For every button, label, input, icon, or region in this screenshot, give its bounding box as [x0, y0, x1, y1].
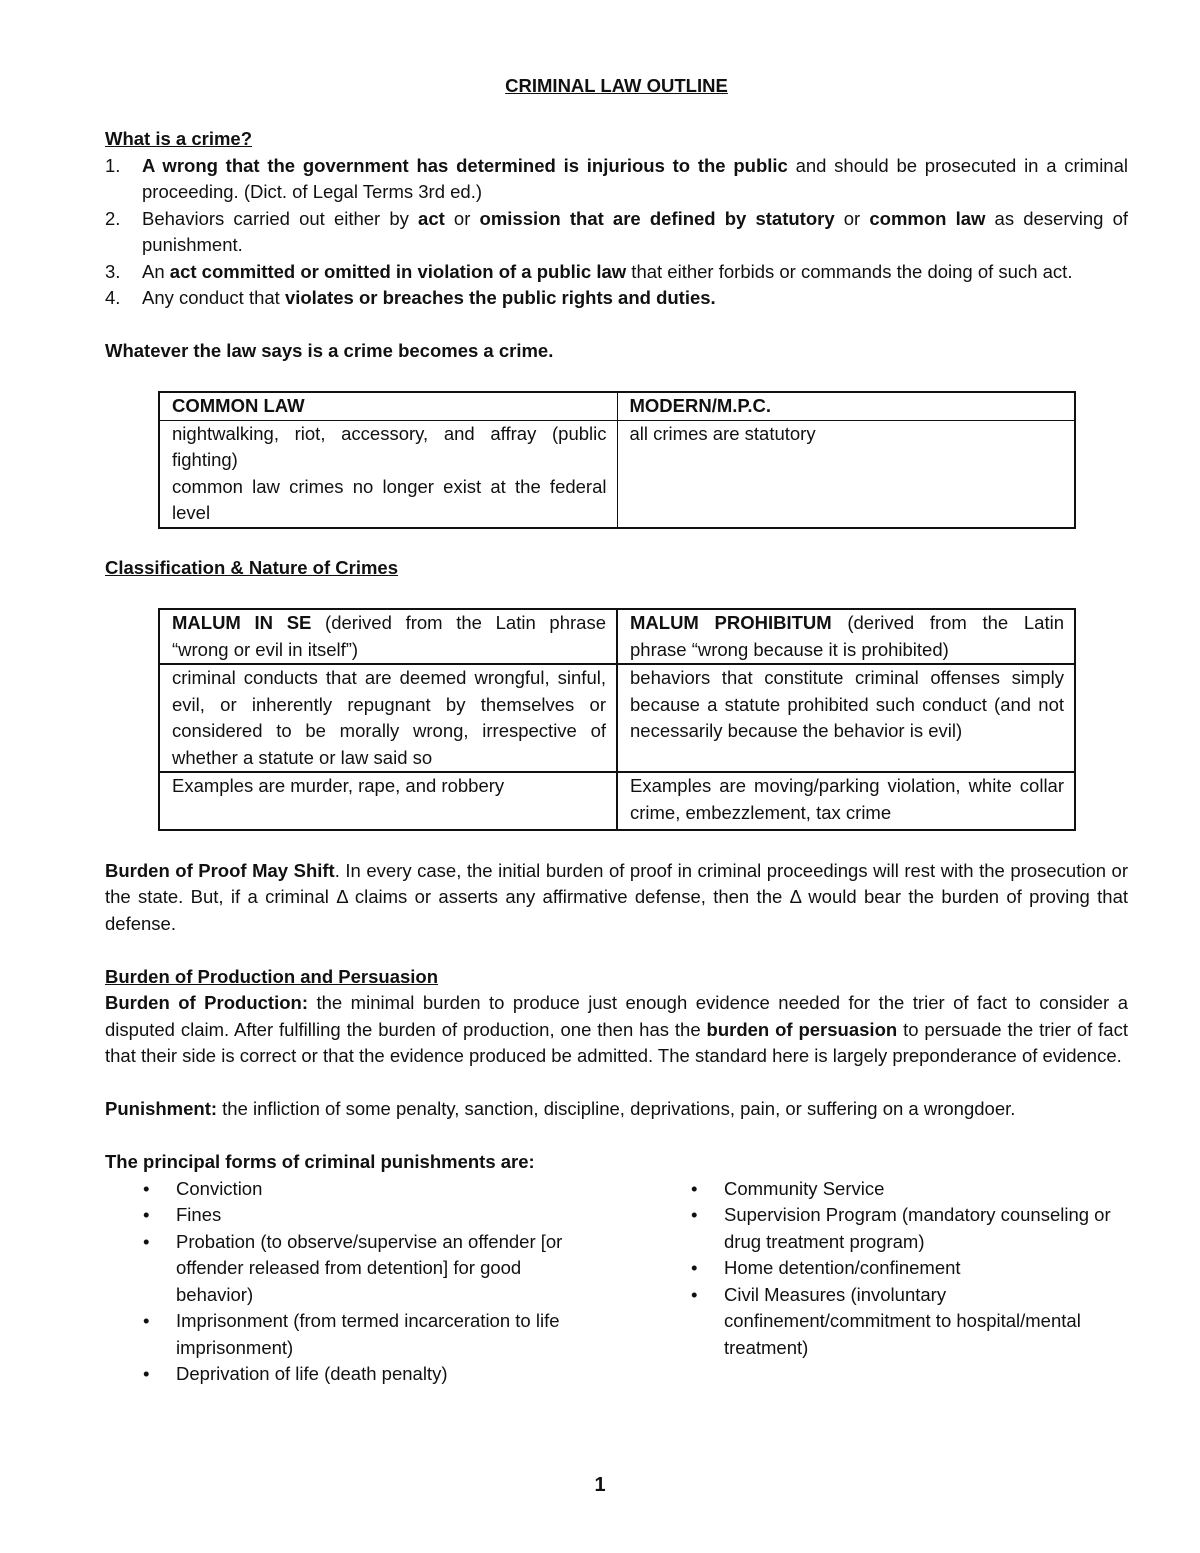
table-cell [159, 420, 617, 528]
production-heading: Burden of Production and Persuasion [105, 965, 439, 987]
list-item-text: Probation (to observe/supervise an offender [or offender released from detention] for good behavior) [176, 1230, 563, 1305]
table-header-malum-in-se [159, 609, 617, 664]
malum-in-se-label: MALUM IN SE [172, 612, 312, 633]
definition-text: Any conduct that [142, 287, 285, 308]
table-header-malum-prohibitum [617, 609, 1075, 664]
definition-text: or [444, 207, 480, 229]
definition-text: act committed or omitted in violation of a public law [169, 260, 627, 282]
definition-text: and should be prosecuted in a criminal proceeding. (Dict. of Legal Terms 3rd ed.) [142, 154, 1128, 202]
malum-prohibitum-desc: (derived from the Latin phrase “wrong because it is prohibited) [630, 612, 1064, 660]
malum-table [158, 608, 1076, 831]
page-number: 1 [594, 1474, 606, 1496]
production-paragraph [105, 990, 1128, 1070]
common-law-crimes: nightwalking, riot, accessory, and affray (public fighting) [172, 422, 607, 470]
definition-text: or [834, 207, 870, 229]
list-item [105, 1361, 653, 1388]
bullet-icon: • [143, 1310, 150, 1331]
table-cell: behaviors that constitute criminal offenses simply because a statute prohibited such conduct (and not necessarily because the behavior is evil) [617, 664, 1075, 772]
burden-shift-lead: Burden of Proof May Shift [105, 859, 335, 881]
table-cell: Examples are moving/parking violation, white collar crime, embezzlement, tax crime [617, 772, 1075, 830]
item-number: 4. [105, 287, 121, 308]
definition-text: An [142, 260, 170, 282]
table-header-modern-mpc: MODERN/M.P.C. [617, 392, 1075, 420]
definition-text: omission that are defined by statutory [479, 207, 835, 229]
table-cell: Examples are murder, rape, and robbery [159, 772, 617, 830]
list-item-text: Civil Measures (involuntary confinement/commitment to hospital/mental treatment) [724, 1283, 1081, 1358]
bullet-icon: • [691, 1257, 698, 1278]
definition-text: as deserving of punishment. [142, 207, 1128, 255]
list-item-text: Deprivation of life (death penalty) [176, 1363, 448, 1384]
list-item-text: Community Service [724, 1177, 885, 1199]
table-cell: criminal conducts that are deemed wrongful, sinful, evil, or inherently repugnant by themselves or considered to be morally wrong, irrespective of whether a statute or law said so [159, 664, 617, 772]
common-law-federal-note: common law crimes no longer exist at the federal level [172, 475, 607, 523]
document-page [105, 73, 1128, 1388]
common-law-vs-mpc-table [158, 391, 1076, 529]
burden-shift-paragraph [105, 858, 1128, 938]
document-title: CRIMINAL LAW OUTLINE [505, 75, 728, 96]
list-item [105, 1308, 653, 1361]
list-item [653, 1202, 1123, 1255]
list-item [653, 1282, 1123, 1362]
forms-heading: The principal forms of criminal punishments are: [105, 1151, 535, 1172]
whatever-statement: Whatever the law says is a crime becomes a crime. [105, 340, 554, 361]
item-number: 2. [105, 207, 121, 229]
item-number: 1. [105, 154, 121, 176]
punishment-paragraph [105, 1096, 1128, 1123]
production-lead: Burden of Production: [105, 992, 308, 1013]
punishment-forms-columns [105, 1176, 1128, 1388]
definition-item [105, 153, 1128, 206]
definition-text: Behaviors carried out either by [142, 207, 419, 229]
bullet-icon: • [143, 1204, 150, 1225]
malum-in-se-desc: (derived from the Latin phrase “wrong or evil in itself”) [172, 612, 606, 660]
production-text: to persuade the trier of fact that their side is correct or that the evidence produced be admitted. The standard here is largely preponderance of evidence. [105, 1018, 1128, 1066]
definition-text: A wrong that the government has determined is injurious to the public [142, 154, 788, 176]
malum-prohibitum-label: MALUM PROHIBITUM [630, 612, 832, 633]
list-item [653, 1176, 1123, 1203]
table-cell: all crimes are statutory [617, 420, 1075, 528]
bullet-icon: • [691, 1177, 698, 1199]
bullet-icon: • [691, 1283, 698, 1305]
definition-text: common law [869, 207, 986, 229]
crime-definitions-list [105, 153, 1128, 312]
list-item [105, 1176, 653, 1203]
list-item-text: Fines [176, 1204, 222, 1225]
list-item-text: Home detention/confinement [724, 1257, 961, 1278]
definition-text: act [418, 207, 445, 229]
punishment-forms-left [105, 1176, 653, 1388]
list-item [105, 1202, 653, 1229]
list-item-text: Conviction [176, 1177, 263, 1199]
list-item [653, 1255, 1123, 1282]
definition-text: that either forbids or commands the doing of such act. [626, 260, 1073, 282]
bullet-icon: • [143, 1363, 150, 1384]
table-header-common-law: COMMON LAW [159, 392, 617, 420]
burden-shift-text: . In every case, the initial burden of proof in criminal proceedings will rest with the prosecution or the state. But, if a criminal Δ claims or asserts any affirmative defense, then the Δ would bear the burden of proving that defense. [105, 859, 1129, 934]
list-item-text: Imprisonment (from termed incarceration to life imprisonment) [176, 1310, 560, 1358]
persuasion-term: burden of persuasion [706, 1018, 898, 1040]
production-text: the minimal burden to produce just enough evidence needed for the trier of fact to consider a disputed claim. After fulfilling the burden of production, one then has the [105, 992, 1128, 1040]
definition-text: violates or breaches the public rights and duties. [284, 287, 716, 308]
list-item-text: Supervision Program (mandatory counseling or drug treatment program) [724, 1204, 1111, 1252]
bullet-icon: • [143, 1230, 150, 1252]
list-item [105, 1229, 653, 1309]
bullet-icon: • [691, 1204, 698, 1225]
definition-item [105, 259, 1128, 286]
definition-item [105, 285, 1128, 312]
punishment-forms-right [653, 1176, 1123, 1388]
punishment-lead: Punishment: [105, 1098, 218, 1119]
bullet-icon: • [143, 1177, 150, 1199]
item-number: 3. [105, 260, 121, 282]
what-is-crime-heading: What is a crime? [105, 128, 253, 149]
classification-heading: Classification & Nature of Crimes [105, 557, 398, 578]
definition-item [105, 206, 1128, 259]
punishment-text: the infliction of some penalty, sanction, discipline, deprivations, pain, or suffering on a wrongdoer. [217, 1098, 1016, 1119]
